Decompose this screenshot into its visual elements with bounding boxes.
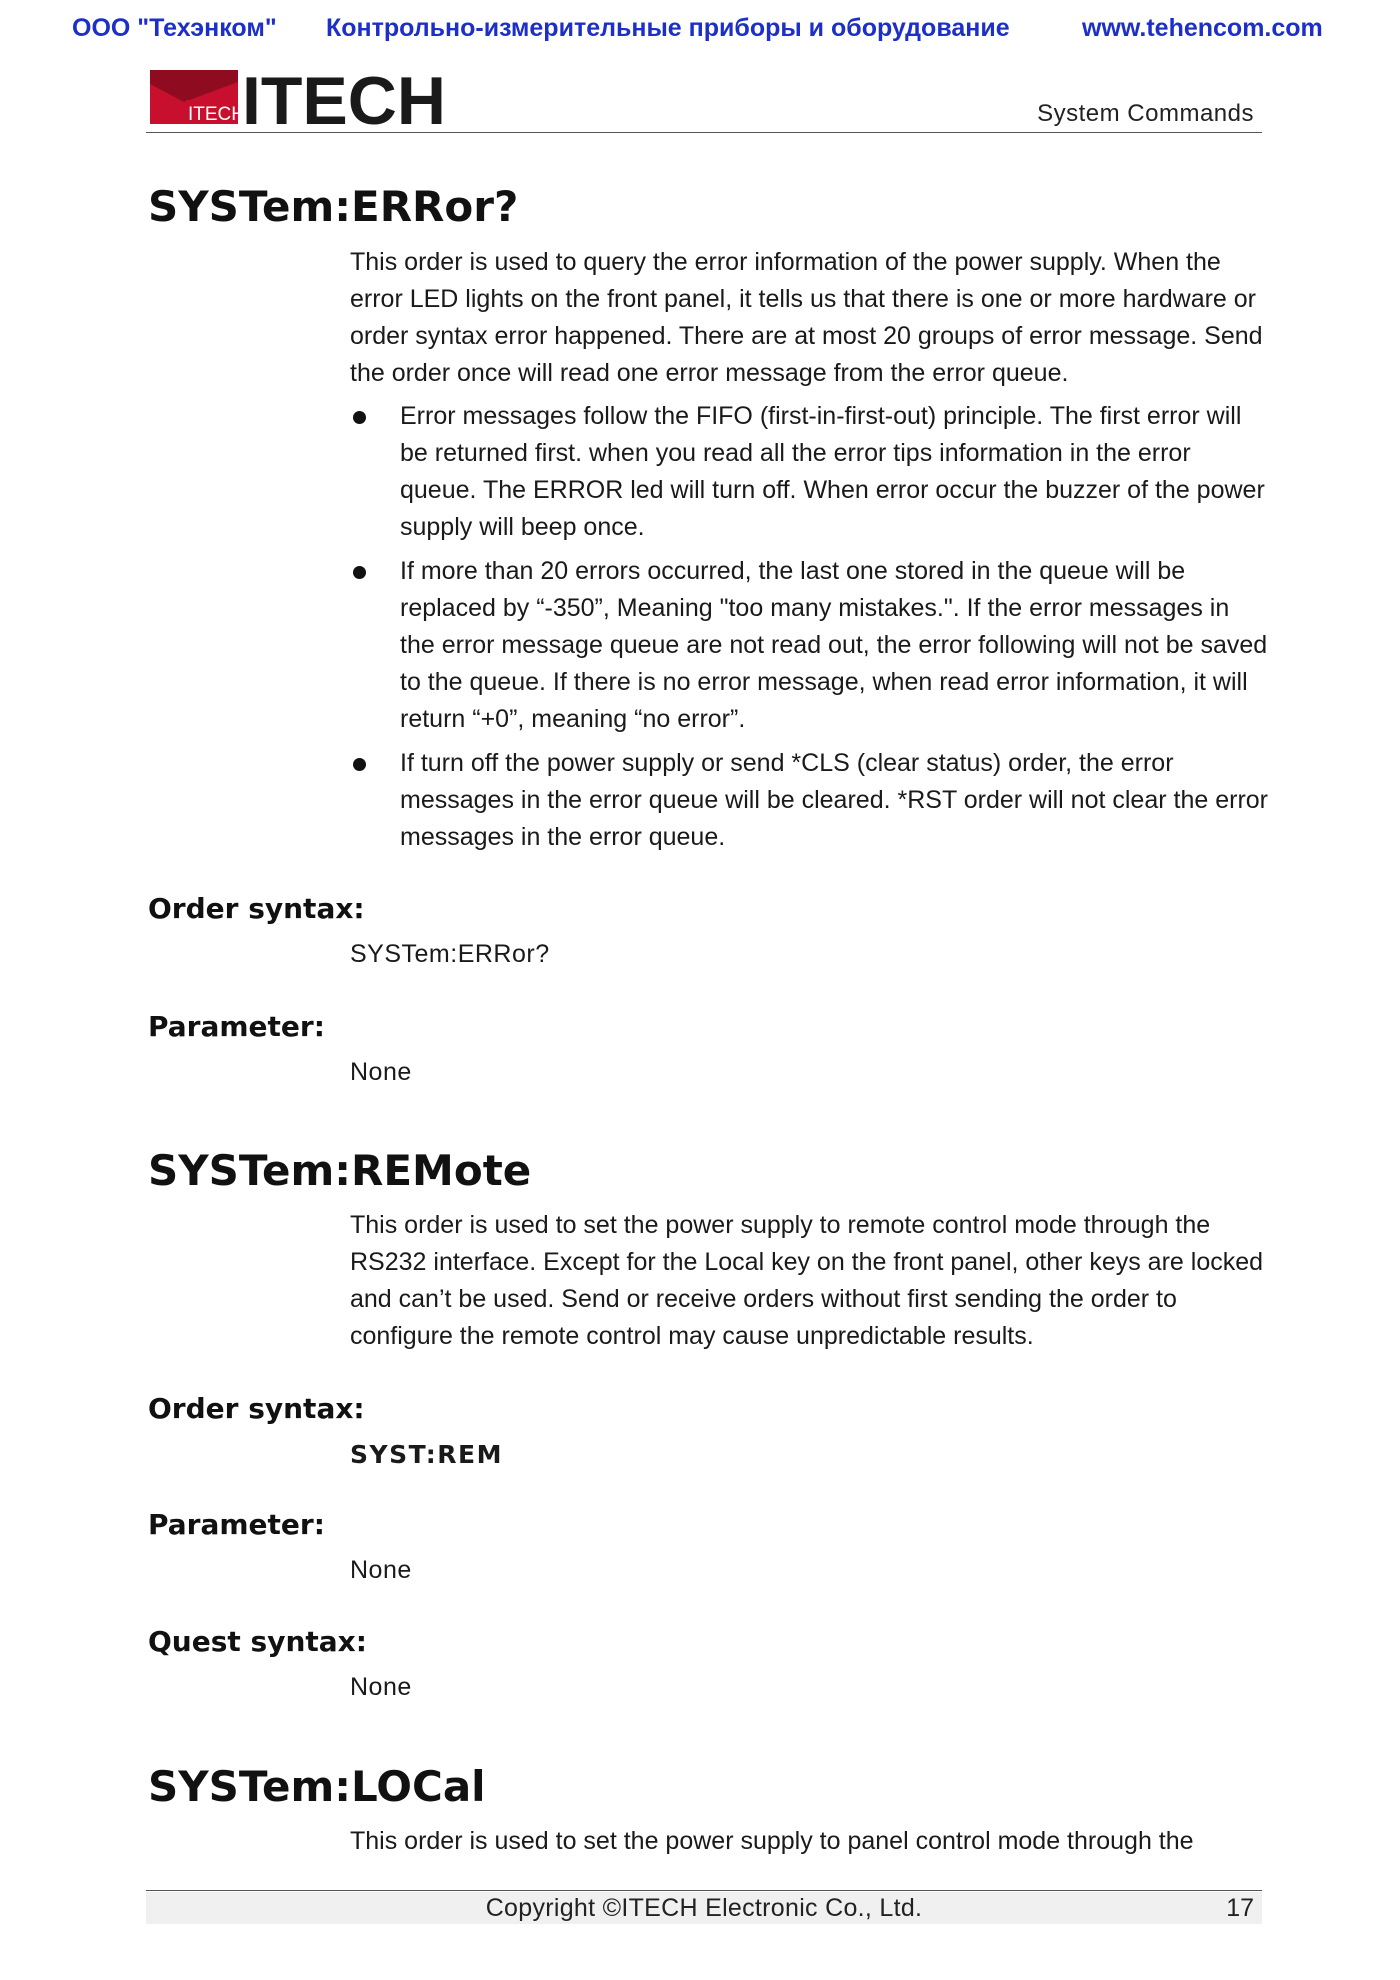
page-number: 17 — [1226, 1894, 1254, 1922]
command-title: SYSTem:LOCal — [148, 1762, 486, 1811]
footer-copyright: Copyright ©ITECH Electronic Co., Ltd. — [485, 1894, 923, 1922]
distributor-tagline: Контрольно-измерительные приборы и оборудование — [326, 14, 1010, 42]
footer-rule — [146, 1890, 1262, 1891]
list-item-text: If more than 20 errors occurred, the last one stored in the queue will be replaced by “-350”, Meaning "too many mistakes.". If the error messages in the error message queue are not read out, the error following will not be saved to the queue. If there is no error message, when read error information, it will return “+0”, meaning “no error”. — [400, 557, 1268, 733]
parameter-value: None — [350, 1058, 412, 1086]
command-description: This order is used to set the power supply to panel control mode through the — [350, 1827, 1194, 1855]
distributor-company: ООО "Техэнком" — [72, 14, 277, 42]
quest-syntax-heading: Quest syntax: — [148, 1625, 367, 1658]
bullet-icon — [353, 758, 366, 771]
distributor-website[interactable]: www.tehencom.com — [1082, 14, 1323, 42]
command-title: SYSTem:ERRor? — [148, 182, 519, 231]
bullet-icon — [353, 411, 366, 424]
logo-wordmark: ITECH — [242, 66, 446, 128]
command-description: This order is used to query the error information of the power supply. When the error LED lights on the front panel, it tells us that there is one or more hardware or order syntax error happened. There are at most 20 groups of error message. Send the order once will read one error message from the error queue. — [350, 248, 1263, 387]
list-item-text: If turn off the power supply or send *CLS (clear status) order, the error messages in the error queue will be cleared. *RST order will not clear the error messages in the error queue. — [400, 749, 1268, 851]
list-item — [350, 398, 1270, 546]
header-rule — [146, 132, 1262, 133]
parameter-value: None — [350, 1556, 412, 1584]
order-syntax-heading: Order syntax: — [148, 892, 365, 925]
notes-list — [350, 398, 1270, 863]
list-item — [350, 553, 1270, 738]
parameter-heading: Parameter: — [148, 1010, 325, 1043]
itech-logo — [150, 66, 470, 128]
quest-syntax-value: None — [350, 1673, 412, 1701]
parameter-heading: Parameter: — [148, 1508, 325, 1541]
header-section-name: System Commands — [1037, 100, 1254, 127]
list-item-text: Error messages follow the FIFO (first-in-first-out) principle. The first error will be returned first. when you read all the error tips information in the error queue. The ERROR led will turn off. When error occur the buzzer of the power supply will beep once. — [400, 402, 1265, 541]
order-syntax-value: SYSTem:ERRor? — [350, 940, 550, 968]
bullet-icon — [353, 566, 366, 579]
list-item — [350, 745, 1270, 856]
order-syntax-heading: Order syntax: — [148, 1392, 365, 1425]
distributor-bar — [0, 14, 1400, 48]
order-syntax-value: SYST:REM — [350, 1440, 504, 1469]
logo-badge-text: ITECH — [188, 104, 245, 125]
command-title: SYSTem:REMote — [148, 1146, 532, 1195]
command-description: This order is used to set the power supply to remote control mode through the RS232 interface. Except for the Local key on the front panel, other keys are locked and can’t be used. Send or receive orders without first sending the order to configure the remote control may cause unpredictable results. — [350, 1211, 1264, 1350]
